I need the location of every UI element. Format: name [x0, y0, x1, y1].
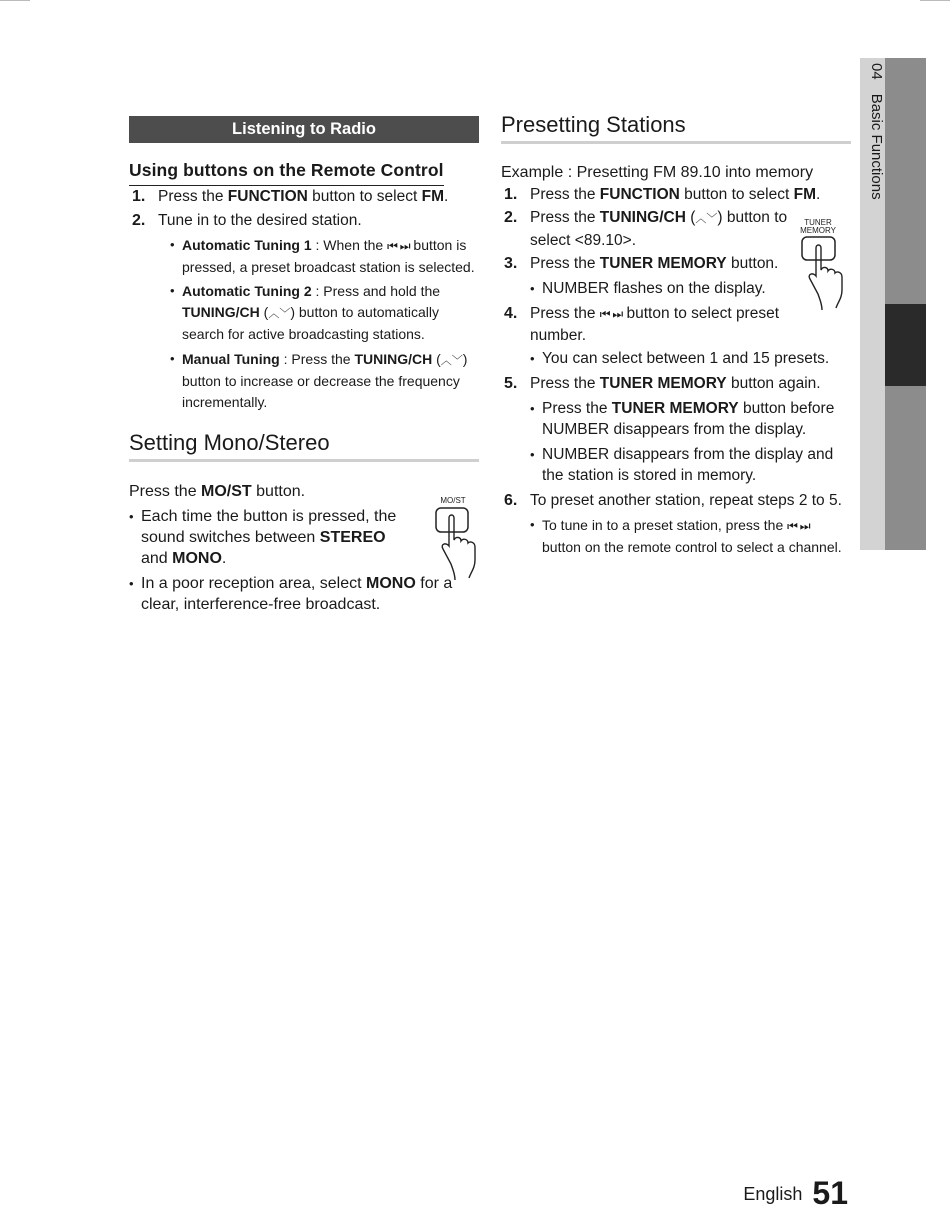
text: Press the	[530, 186, 600, 203]
text: ) button to select <89.10>.	[530, 209, 788, 249]
tuner-memory-button-hand-icon	[800, 216, 855, 311]
text: Press the	[158, 188, 228, 205]
text: To tune in to a preset station, press the	[542, 517, 788, 533]
bold-text: MO/ST	[201, 483, 252, 500]
list-item: • You can select between 1 and 15 presets.	[530, 348, 851, 369]
tuning-options	[170, 235, 479, 412]
preset-steps	[501, 184, 851, 557]
text: button to select	[679, 186, 794, 203]
list-item: • NUMBER disappears from the display and the station is stored in memory.	[530, 444, 851, 486]
section-bar-title: Listening to Radio	[129, 116, 479, 143]
section-heading-mono: Setting Mono/Stereo	[129, 430, 479, 462]
radio-steps	[129, 186, 479, 412]
text: : Press and hold the	[311, 283, 441, 299]
right-column	[501, 112, 851, 561]
up-down-icon: ︿﹀	[268, 306, 291, 320]
step-number: 1.	[504, 186, 518, 203]
chapter-number: 04	[868, 63, 885, 80]
step-number: 6.	[504, 492, 518, 509]
list-item	[170, 235, 479, 277]
bold-text: TUNING/CH	[599, 209, 686, 226]
bold-text: TUNER MEMORY	[599, 255, 727, 272]
text: Press the	[530, 255, 600, 272]
bold-text: Automatic Tuning 2	[182, 283, 312, 299]
list-item	[170, 349, 479, 413]
footer-language: English	[743, 1184, 803, 1204]
text: Each time the button is pressed, the sound switches between	[141, 508, 397, 546]
list-item	[501, 253, 851, 299]
bold-text: STEREO	[319, 529, 386, 546]
list-item	[501, 303, 780, 347]
chapter-title: Basic Functions	[868, 93, 885, 200]
tuner-label: TUNER	[804, 218, 832, 227]
list-item	[170, 281, 479, 345]
skip-icon: ⏮ ⏭	[787, 519, 810, 533]
text: To preset another station, repeat steps 2 to 5.	[530, 492, 842, 509]
text: Press the	[542, 400, 612, 417]
bold-text: TUNING/CH	[354, 350, 433, 367]
text: : Press the	[279, 350, 355, 367]
list-item	[501, 348, 851, 369]
text: Press the	[129, 483, 202, 500]
example-text: Example : Presetting FM 89.10 into memory	[501, 164, 814, 181]
list-item	[530, 515, 851, 557]
subheading: Using buttons on the Remote Control	[129, 160, 444, 186]
list-item	[530, 398, 851, 440]
text: Press the	[530, 375, 600, 392]
bold-text: TUNING/CH	[182, 303, 260, 320]
section-heading-presetting: Presetting Stations	[501, 112, 851, 144]
text: (	[259, 303, 269, 320]
crop-mark-right	[920, 0, 950, 1]
bold-text: Manual Tuning	[182, 350, 280, 367]
text: Tune in to the desired station.	[158, 212, 362, 229]
step-number: 3.	[504, 255, 518, 272]
text: button before NUMBER disappears from the display.	[542, 400, 835, 438]
text: Press the	[530, 305, 600, 322]
bold-text: TUNER MEMORY	[599, 375, 727, 392]
side-tab-label	[861, 63, 885, 200]
step-number: 1.	[132, 188, 146, 205]
text: In a poor reception area, select	[141, 575, 367, 592]
list-item	[129, 210, 479, 412]
text: .	[221, 550, 227, 567]
text: button to select	[307, 188, 422, 205]
mo-st-button-hand-icon	[427, 494, 487, 584]
side-tab-marker	[885, 304, 926, 386]
text: for a clear, interference-free broadcast.	[141, 575, 453, 613]
text: button.	[251, 483, 306, 500]
mono-instruction	[129, 482, 419, 502]
text: (	[685, 209, 696, 226]
crop-mark-left	[0, 0, 30, 1]
bold-text: Automatic Tuning 1	[182, 237, 312, 253]
bold-text: FM	[793, 186, 816, 203]
text: button again.	[726, 375, 821, 392]
step-notes	[530, 515, 851, 557]
step-number: 4.	[504, 305, 518, 322]
text: button to select preset number.	[530, 305, 780, 344]
list-item	[129, 186, 479, 208]
bold-text: MONO	[366, 575, 416, 592]
step-number: 2.	[132, 212, 146, 229]
bold-text: FUNCTION	[599, 186, 680, 203]
text: .	[816, 186, 821, 203]
text: and	[141, 550, 173, 567]
list-item	[501, 184, 851, 206]
step-number: 2.	[504, 209, 518, 226]
page-number: 51	[812, 1175, 848, 1211]
text: Press the	[530, 209, 600, 226]
skip-icon: ⏮ ⏭	[387, 239, 410, 253]
bold-text: FM	[421, 188, 444, 205]
text: button on the remote control to select a channel.	[542, 538, 842, 555]
text: ) button to increase or decrease the frequency incrementally.	[182, 350, 468, 410]
list-item	[501, 373, 851, 486]
memory-label: MEMORY	[800, 226, 836, 235]
text: : When the	[311, 237, 388, 253]
step-notes	[530, 348, 851, 369]
step-notes	[530, 398, 851, 486]
list-item	[501, 207, 792, 252]
skip-icon: ⏮ ⏭	[599, 307, 623, 321]
text: button.	[726, 255, 779, 272]
bold-text: TUNER MEMORY	[611, 400, 739, 417]
text: ) button to automatically search for active broadcasting stations.	[182, 303, 439, 342]
page-footer	[743, 1175, 848, 1212]
step-number: 5.	[504, 375, 518, 392]
list-item	[501, 490, 851, 557]
up-down-icon: ︿﹀	[695, 212, 718, 225]
bold-text: FUNCTION	[227, 188, 308, 205]
text: (	[432, 350, 441, 367]
mo-st-label: MO/ST	[440, 496, 466, 505]
text: button is pressed, a preset broadcast station is selected.	[182, 237, 475, 275]
bold-text: MONO	[172, 550, 222, 567]
list-item	[129, 506, 399, 569]
list-item: • NUMBER flashes on the display.	[530, 278, 851, 299]
text: .	[444, 188, 449, 205]
up-down-icon: ︿﹀	[440, 353, 463, 367]
